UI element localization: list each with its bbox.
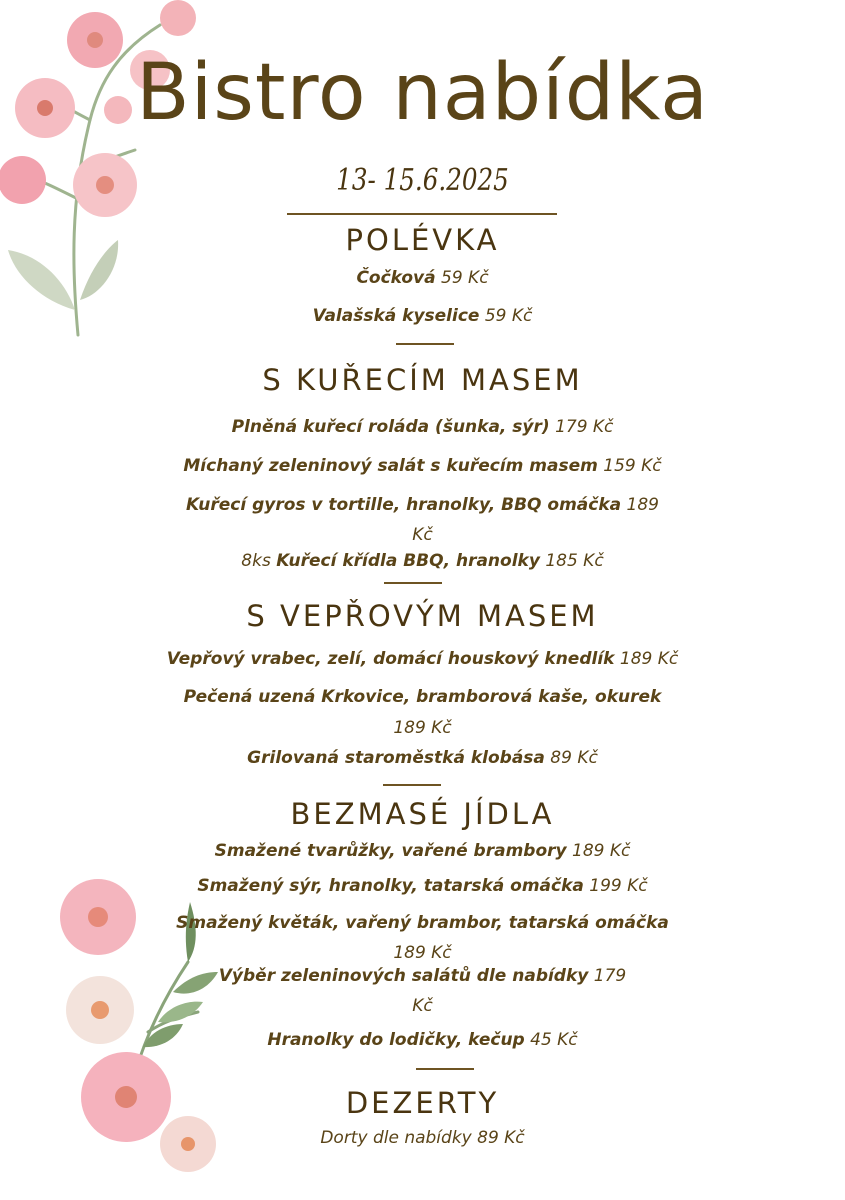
section-divider	[416, 1068, 474, 1070]
menu-item-price-wrap	[0, 527, 845, 544]
menu-item-price: 189 Kč	[572, 841, 631, 861]
section-heading-bezmase: BEZMASÉ JÍDLA	[290, 797, 555, 831]
menu-item-price: 45 Kč	[530, 1030, 578, 1050]
menu-item-name: Smažený květák, vařený brambor, tatarská omáčka	[176, 913, 669, 933]
menu-item	[0, 968, 845, 985]
menu-item-price: 185 Kč	[545, 551, 604, 571]
section-heading-kureci: S KUŘECÍM MASEM	[262, 363, 583, 397]
section-heading-dezerty: DEZERTY	[345, 1086, 500, 1120]
menu-item-name: Grilovaná staroměstká klobása	[247, 748, 545, 768]
menu-item-name: Hranolky do lodičky, kečup	[267, 1030, 525, 1050]
menu-item	[0, 419, 845, 436]
menu-item-name: Dorty dle nabídky	[320, 1128, 472, 1148]
menu-item-price: 189 Kč	[393, 943, 452, 963]
menu-item-name: Smažený sýr, hranolky, tatarská omáčka	[197, 876, 584, 896]
section-heading-polevka: POLÉVKA	[345, 223, 500, 257]
menu-item-price: 179 Kč	[555, 417, 614, 437]
menu-item-name: Výběr zeleninových salátů dle nabídky	[218, 966, 589, 986]
menu-item	[0, 308, 845, 325]
page-title: Bistro nabídka	[136, 48, 709, 138]
menu-item-price: Kč	[412, 996, 433, 1016]
section-divider	[383, 784, 441, 786]
menu-item-name: Valašská kyselice	[312, 306, 480, 326]
menu-item-name: Smažené tvarůžky, vařené brambory	[214, 841, 567, 861]
menu-item-name: Pečená uzená Krkovice, bramborová kaše, okurek	[183, 687, 662, 707]
menu-item-price: 189	[626, 495, 659, 515]
menu-item-price: 189 Kč	[393, 718, 452, 738]
menu-item	[0, 497, 845, 514]
menu-item-price: Kč	[412, 525, 433, 545]
menu-item-name: Plněná kuřecí roláda (šunka, sýr)	[231, 417, 550, 437]
menu-item-price-wrap	[0, 998, 845, 1015]
menu-item-price: 59 Kč	[441, 268, 489, 288]
menu-item	[0, 750, 845, 767]
menu-item-price: 189 Kč	[619, 649, 679, 669]
menu-item	[0, 1130, 845, 1147]
menu-item	[0, 843, 845, 860]
section-divider	[396, 343, 454, 345]
section-divider	[384, 582, 442, 584]
menu-item-name: Kuřecí gyros v tortille, hranolky, BBQ omáčka	[185, 495, 622, 515]
menu-item-price: 179	[593, 966, 627, 986]
menu-item-price: 199 Kč	[589, 876, 648, 896]
menu-item	[0, 915, 845, 932]
menu-item	[0, 1032, 845, 1049]
menu-item	[0, 689, 845, 706]
menu-item-prefix: 8ks	[241, 551, 271, 571]
menu-item	[0, 553, 845, 570]
section-heading-veprove: S VEPŘOVÝM MASEM	[246, 599, 599, 633]
menu-item-name: Kuřecí křídla BBQ, hranolky	[276, 551, 540, 571]
menu-item-price-wrap	[0, 945, 845, 962]
menu-item	[0, 458, 845, 475]
menu-item	[0, 651, 845, 668]
menu-item-price: 159 Kč	[603, 456, 662, 476]
menu-item	[0, 270, 845, 287]
menu-item-price: 89 Kč	[550, 748, 598, 768]
menu-item-name: Míchaný zeleninový salát s kuřecím masem	[183, 456, 598, 476]
menu-date: 13- 15.6.2025	[336, 163, 509, 198]
menu-item-price: 59 Kč	[484, 306, 533, 326]
menu-item-name: Čočková	[356, 268, 436, 288]
menu-item	[0, 878, 845, 895]
menu-item-price-wrap	[0, 720, 845, 737]
title-divider	[287, 213, 557, 215]
menu-item-price: 89 Kč	[477, 1128, 525, 1148]
menu-item-name: Vepřový vrabec, zelí, domácí houskový knedlík	[166, 649, 615, 669]
